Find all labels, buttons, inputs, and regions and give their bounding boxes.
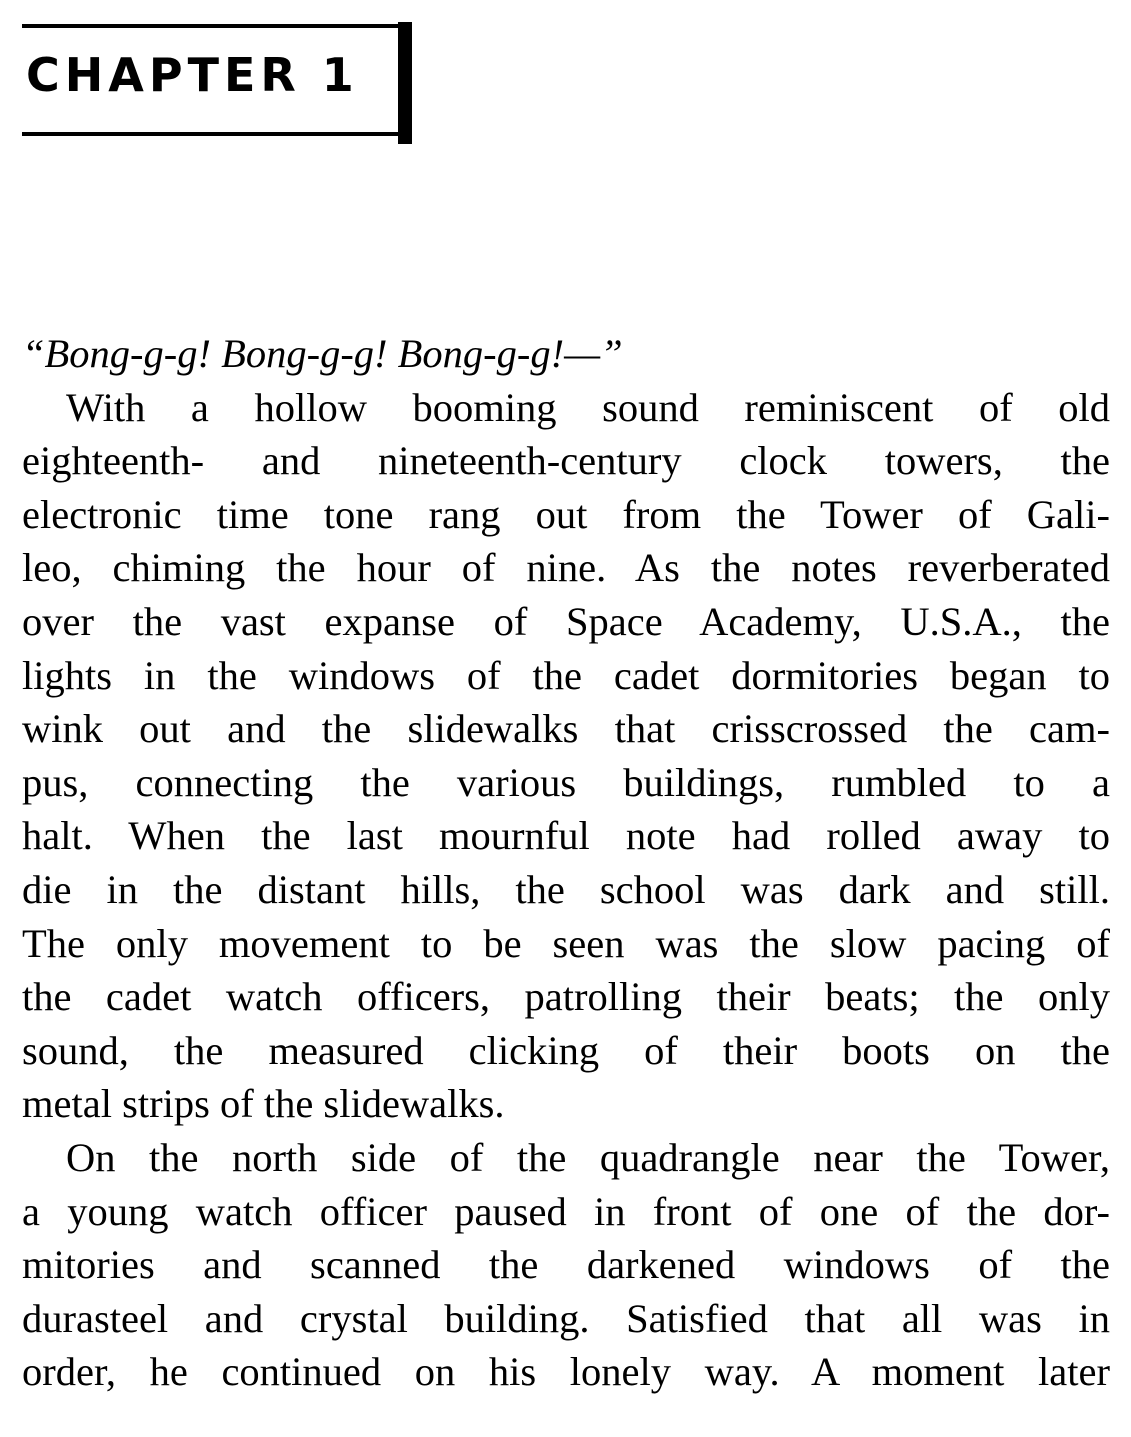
text-line: over the vast expanse of Space Academy, U.S.A., the [22,598,1110,644]
text-line: halt. When the last mournful note had rolled away to [22,813,1110,859]
text-line: pus, connecting the various buildings, rumbled to a [22,759,1110,805]
text-line-last: metal strips of the slidewalks. [22,1081,505,1127]
text-line: With a hollow booming sound reminiscent of old [66,384,1110,430]
text-line: eighteenth- and nineteenth-century clock towers, the [22,438,1110,484]
paragraph-1 [22,381,1110,1131]
text-line: The only movement to be seen was the slow pacing of [22,920,1110,966]
text-line: wink out and the slidewalks that crisscrossed the cam- [22,706,1110,752]
chapter-heading-bar [398,22,412,144]
text-line: durasteel and crystal building. Satisfied that all was in [22,1295,1110,1341]
text-line: lights in the windows of the cadet dormitories began to [22,652,1110,698]
text-line: sound, the measured clicking of their boots on the [22,1027,1110,1073]
paragraph-2 [22,1131,1110,1399]
text-line: order, he continued on his lonely way. A moment later [22,1349,1110,1395]
text-line: a young watch officer paused in front of one of the dor- [22,1188,1110,1234]
chapter-title: CHAPTER 1 [26,48,359,102]
body-text [22,327,1110,1399]
text-line: leo, chiming the hour of nine. As the notes reverberated [22,545,1110,591]
text-line: mitories and scanned the darkened windows of the [22,1242,1110,1288]
text-line: On the north side of the quadrangle near the Tower, [66,1134,1110,1180]
text-line: electronic time tone rang out from the Tower of Gali- [22,491,1110,537]
text-line: die in the distant hills, the school was dark and still. [22,866,1110,912]
opening-line: “Bong-g-g! Bong-g-g! Bong-g-g!—” [22,331,623,376]
text-line: the cadet watch officers, patrolling their beats; the only [22,974,1110,1020]
